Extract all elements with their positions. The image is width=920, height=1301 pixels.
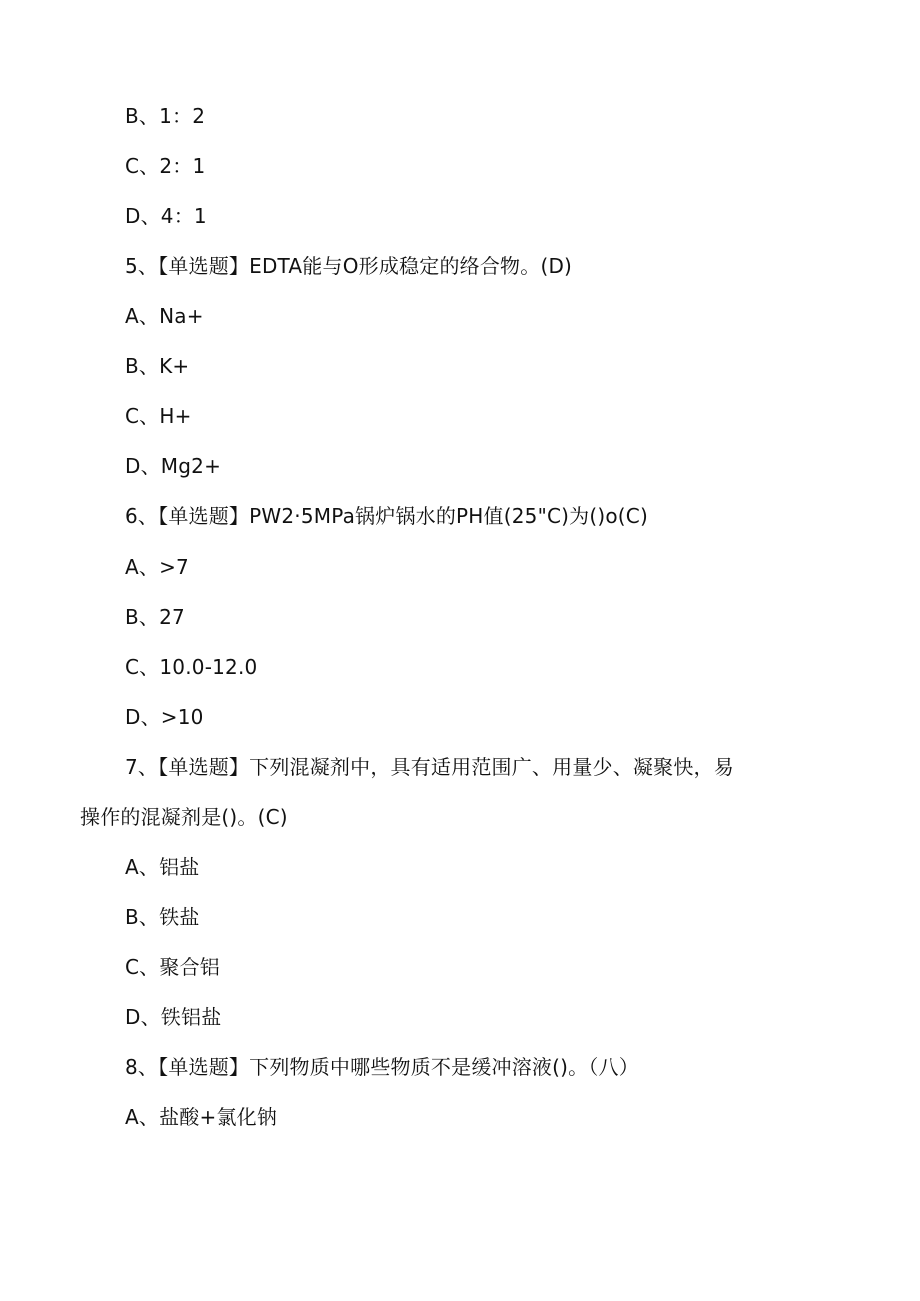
question-8: 8、【单选题】下列物质中哪些物质不是缓冲溶液()。（八） xyxy=(125,1055,639,1079)
question-7-option-d: D、铁铝盐 xyxy=(125,1005,222,1029)
question-8-option-a: A、盐酸+氯化钠 xyxy=(125,1105,278,1129)
option-c-ratio-2-1: C、2：1 xyxy=(125,154,206,178)
question-6-option-c: C、10.0-12.0 xyxy=(125,655,258,679)
question-5: 5、【单选题】EDTA能与O形成稳定的络合物。(D) xyxy=(125,254,573,278)
question-5-option-b: B、K+ xyxy=(125,354,190,378)
question-5-option-c: C、H+ xyxy=(125,404,192,428)
question-7-option-c: C、聚合铝 xyxy=(125,955,220,979)
question-7: 7、【单选题】下列混凝剂中，具有适用范围广、用量少、凝聚快，易 xyxy=(125,755,734,779)
question-6: 6、【单选题】PW2·5MPa锅炉锅水的PH值(25"C)为()o(C) xyxy=(125,504,648,528)
question-6-option-b: B、27 xyxy=(125,605,185,629)
question-5-option-d: D、Mg2+ xyxy=(125,454,222,478)
question-6-option-d: D、>10 xyxy=(125,705,204,729)
question-7-continuation: 操作的混凝剂是()。(C) xyxy=(80,805,288,829)
option-b-ratio-1-2: B、1：2 xyxy=(125,104,206,128)
option-d-ratio-4-1: D、4：1 xyxy=(125,204,207,228)
question-5-option-a: A、Na+ xyxy=(125,304,204,328)
question-7-option-a: A、铝盐 xyxy=(125,855,200,879)
question-6-option-a: A、>7 xyxy=(125,555,189,579)
question-7-option-b: B、铁盐 xyxy=(125,905,200,929)
